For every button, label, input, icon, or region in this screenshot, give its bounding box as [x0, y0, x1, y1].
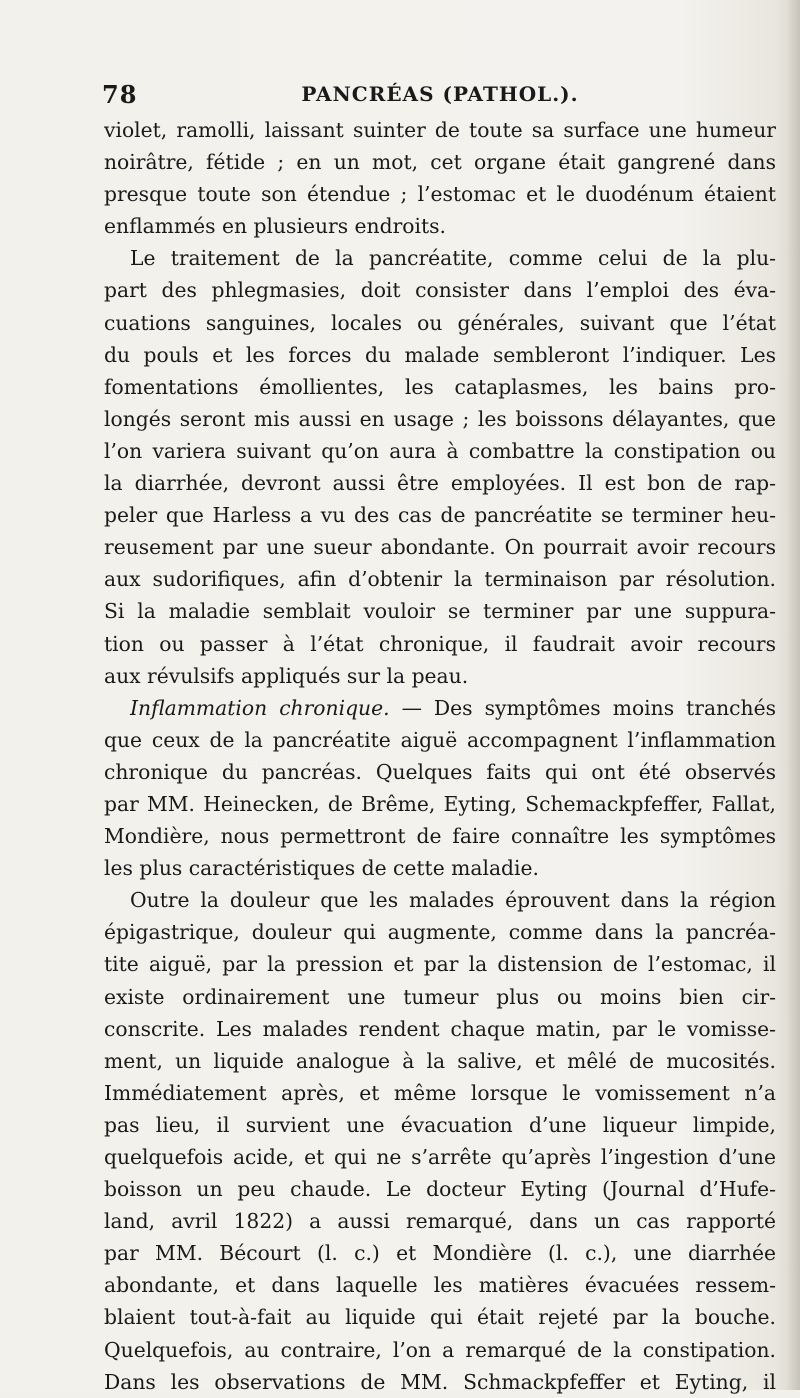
line-text: par MM. Bécourt (l. c.) et Mondière (l. c.), une diarrhée: [104, 1241, 776, 1266]
line-text: longés seront mis aussi en usage ; les boissons délayantes, que: [104, 406, 776, 431]
text-line: [104, 916, 776, 948]
text-line: [104, 1077, 776, 1109]
text-line: [104, 114, 776, 146]
line-text: que ceux de la pancréatite aiguë accompagnent l’inflammation: [104, 727, 776, 752]
line-text: par MM. Heinecken, de Brême, Eyting, Schemackpfeffer, Fallat,: [104, 791, 776, 816]
text-line: [104, 1269, 776, 1301]
line-text: abondante, et dans laquelle les matières évacuées ressem-: [104, 1273, 776, 1298]
text-line: [104, 403, 776, 435]
line-text: — Des symptômes moins tranchés: [389, 695, 776, 720]
text-line: [104, 499, 776, 531]
line-text: reusement par une sueur abondante. On pourrait avoir recours: [104, 535, 776, 560]
line-text: Mondière, nous permettront de faire connaître les symptômes: [104, 824, 776, 849]
italic-heading: Inflammation chronique.: [130, 695, 390, 720]
text-line: [104, 563, 776, 595]
text-line: [104, 660, 776, 692]
text-line: [104, 1301, 776, 1333]
text-line: [104, 1334, 776, 1366]
line-text: la diarrhée, devront aussi être employées. Il est bon de rap-: [104, 471, 776, 496]
text-line: [104, 339, 776, 371]
text-line: [104, 820, 776, 852]
line-text: quelquefois acide, et qui ne s’arrête qu’après l’ingestion d’une: [104, 1145, 776, 1169]
text-line: [104, 242, 776, 274]
line-text: cuations sanguines, locales ou générales, suivant que l’état: [104, 310, 776, 335]
line-text: Dans les observations de MM. Schmackpfeffer et Eyting, il: [104, 1369, 776, 1394]
line-text: Le traitement de la pancréatite, comme celui de la plu-: [130, 246, 776, 271]
text-line: [104, 1366, 776, 1398]
line-text: blaient tout-à-fait au liquide qui était rejeté par la bouche.: [104, 1305, 776, 1330]
text-line: [104, 724, 776, 756]
text-line: [104, 981, 776, 1013]
line-text: violet, ramolli, laissant suinter de toute sa surface une humeur: [104, 118, 776, 142]
line-text: du pouls et les forces du malade sembleront l’indiquer. Les: [104, 342, 776, 367]
line-text: épigastrique, douleur qui augmente, comme dans la pancréa-: [104, 920, 776, 945]
text-line: [104, 595, 776, 627]
text-line: [104, 1141, 776, 1173]
page-header: [102, 80, 778, 114]
text-line: [104, 692, 776, 724]
line-text: part des phlegmasies, doit consister dans l’emploi des éva-: [104, 278, 776, 303]
line-text: boisson un peu chaude. Le docteur Eyting (Journal d’Hufe-: [104, 1177, 776, 1202]
line-text: presque toute son étendue ; l’estomac et le duodénum étaient: [104, 182, 776, 207]
text-line: [104, 467, 776, 499]
text-line: [104, 178, 776, 210]
text-line: [104, 1205, 776, 1237]
line-text: Si la maladie semblait vouloir se terminer par une suppura-: [104, 599, 776, 624]
text-line: [104, 1013, 776, 1045]
text-line: [104, 788, 776, 820]
text-line: [104, 1173, 776, 1205]
text-line: [104, 852, 776, 884]
text-line: [104, 146, 776, 178]
line-text: Outre la douleur que les malades éprouvent dans la région: [130, 888, 776, 913]
page-edge-shadow: [786, 0, 800, 1390]
running-title: PANCRÉAS (PATHOL.).: [301, 82, 579, 106]
line-text: enflammés en plusieurs endroits.: [104, 214, 446, 239]
body-text: [104, 114, 776, 1398]
line-text: les plus caractéristiques de cette maladie.: [104, 856, 539, 881]
text-line: [104, 948, 776, 980]
text-line: [104, 435, 776, 467]
text-line: [104, 1237, 776, 1269]
text-line: [104, 274, 776, 306]
line-text: aux révulsifs appliqués sur la peau.: [104, 663, 469, 688]
line-text: aux sudorifiques, afin d’obtenir la terminaison par résolution.: [104, 567, 776, 592]
page-number: 78: [102, 80, 138, 109]
line-text: Immédiatement après, et même lorsque le vomissement n’a: [104, 1080, 776, 1105]
line-text: land, avril 1822) a aussi remarqué, dans un cas rapporté: [104, 1209, 776, 1234]
line-text: tite aiguë, par la pression et par la distension de l’estomac, il: [104, 952, 776, 977]
line-text: tion ou passer à l’état chronique, il faudrait avoir recours: [104, 631, 776, 656]
line-text: noirâtre, fétide ; en un mot, cet organe était gangrené dans: [104, 150, 776, 175]
line-text: fomentations émollientes, les cataplasmes, les bains pro-: [104, 374, 776, 399]
text-line: [104, 1109, 776, 1141]
text-line: [104, 1045, 776, 1077]
line-text: chronique du pancréas. Quelques faits qui ont été observés: [104, 759, 776, 784]
text-line: [104, 210, 776, 242]
line-text: conscrite. Les malades rendent chaque matin, par le vomisse-: [104, 1016, 776, 1041]
line-text: pas lieu, il survient une évacuation d’une liqueur limpide,: [104, 1112, 776, 1137]
text-line: [104, 884, 776, 916]
line-text: existe ordinairement une tumeur plus ou moins bien cir-: [104, 984, 776, 1009]
line-text: Quelquefois, au contraire, l’on a remarqué de la constipation.: [104, 1337, 776, 1362]
text-line: [104, 371, 776, 403]
text-line: [104, 307, 776, 339]
text-line: [104, 628, 776, 660]
line-text: l’on variera suivant qu’on aura à combattre la constipation ou: [104, 438, 776, 463]
text-line: [104, 756, 776, 788]
line-text: peler que Harless a vu des cas de pancréatite se terminer heu-: [104, 503, 776, 528]
line-text: ment, un liquide analogue à la salive, et mêlé de mucosités.: [104, 1048, 776, 1073]
text-line: [104, 531, 776, 563]
